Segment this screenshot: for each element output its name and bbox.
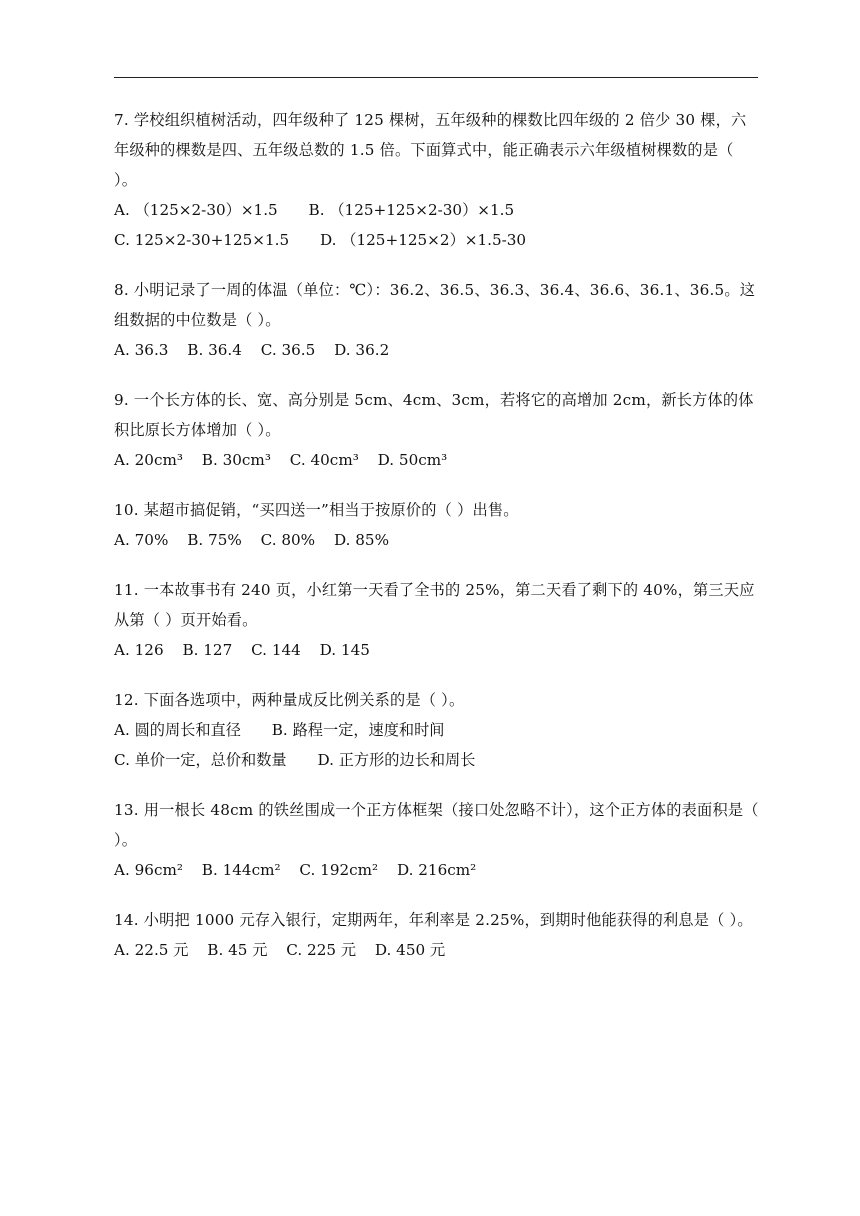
option-b: B. 127 (182, 641, 233, 659)
option-b: B. 45 元 (207, 941, 268, 959)
question-11 (114, 575, 760, 665)
option-b: B. 144cm² (201, 861, 281, 879)
options (114, 935, 760, 965)
question-stem: 8. 小明记录了一周的体温（单位：℃）：36.2、36.5、36.3、36.4、36.6、36.1、36.5。这组数据的中位数是（ ）。 (114, 281, 756, 329)
option-b: B. （125+125×2-30）×1.5 (308, 201, 515, 219)
question-stem: 11. 一本故事书有 240 页，小红第一天看了全书的 25%，第二天看了剩下的 40%，第三天应从第（ ）页开始看。 (114, 581, 755, 629)
option-row (114, 715, 760, 745)
question-stem: 9. 一个长方体的长、宽、高分别是 5cm、4cm、3cm，若将它的高增加 2cm，新长方体的体积比原长方体增加（ ）。 (114, 391, 754, 439)
option-d: D. 216cm² (396, 861, 477, 879)
header-rule (114, 77, 758, 78)
question-10 (114, 495, 760, 555)
option-a: A. 36.3 (114, 341, 169, 359)
option-a: A. 70% (114, 531, 169, 549)
question-8 (114, 275, 760, 365)
option-a: A. 圆的周长和直径 (114, 721, 241, 739)
option-a: A. 96cm² (114, 861, 183, 879)
options (114, 525, 760, 555)
option-d: D. 36.2 (334, 341, 390, 359)
option-row (114, 745, 760, 775)
option-d: D. 正方形的边长和周长 (317, 751, 476, 769)
options (114, 335, 760, 365)
option-c: C. 144 (251, 641, 301, 659)
question-14 (114, 905, 760, 965)
option-c: C. 36.5 (260, 341, 316, 359)
option-row (114, 335, 760, 365)
question-13 (114, 795, 760, 885)
option-d: D. 145 (319, 641, 370, 659)
option-c: C. 225 元 (286, 941, 357, 959)
option-a: A. 20cm³ (114, 451, 183, 469)
option-d: D. （125+125×2）×1.5-30 (320, 231, 527, 249)
option-c: C. 80% (260, 531, 316, 549)
question-stem: 12. 下面各选项中，两种量成反比例关系的是（ ）。 (114, 691, 465, 709)
question-stem: 13. 用一根长 48cm 的铁丝围成一个正方体框架（接口处忽略不计），这个正方体的表面积是（ ）。 (114, 801, 759, 849)
question-stem: 7. 学校组织植树活动，四年级种了 125 棵树，五年级种的棵数比四年级的 2 倍少 30 棵，六年级种的棵数是四、五年级总数的 1.5 倍。下面算式中，能正确表示六年级植树棵数的是（ ）。 (114, 111, 747, 189)
question-stem: 14. 小明把 1000 元存入银行，定期两年，年利率是 2.25%，到期时他能获得的利息是（ ）。 (114, 911, 753, 929)
question-9 (114, 385, 760, 475)
question-12 (114, 685, 760, 775)
option-row (114, 445, 760, 475)
option-a: A. 22.5 元 (114, 941, 189, 959)
option-row (114, 195, 760, 225)
options (114, 445, 760, 475)
options (114, 635, 760, 665)
question-list (114, 105, 760, 985)
option-row (114, 935, 760, 965)
options (114, 195, 760, 255)
options (114, 855, 760, 885)
option-a: A. 126 (114, 641, 164, 659)
option-c: C. 单价一定，总价和数量 (114, 751, 287, 769)
option-d: D. 85% (333, 531, 389, 549)
option-c: C. 192cm² (299, 861, 379, 879)
options (114, 715, 760, 775)
option-row (114, 635, 760, 665)
option-b: B. 36.4 (187, 341, 242, 359)
option-b: B. 路程一定，速度和时间 (271, 721, 445, 739)
option-c: C. 40cm³ (289, 451, 359, 469)
question-stem: 10. 某超市搞促销，“买四送一”相当于按原价的（ ）出售。 (114, 501, 519, 519)
option-a: A. （125×2-30）×1.5 (114, 201, 278, 219)
option-b: B. 75% (187, 531, 242, 549)
option-d: D. 50cm³ (377, 451, 448, 469)
question-7 (114, 105, 760, 255)
option-d: D. 450 元 (374, 941, 446, 959)
option-row (114, 225, 760, 255)
option-b: B. 30cm³ (201, 451, 271, 469)
option-c: C. 125×2-30+125×1.5 (114, 231, 290, 249)
option-row (114, 525, 760, 555)
option-row (114, 855, 760, 885)
